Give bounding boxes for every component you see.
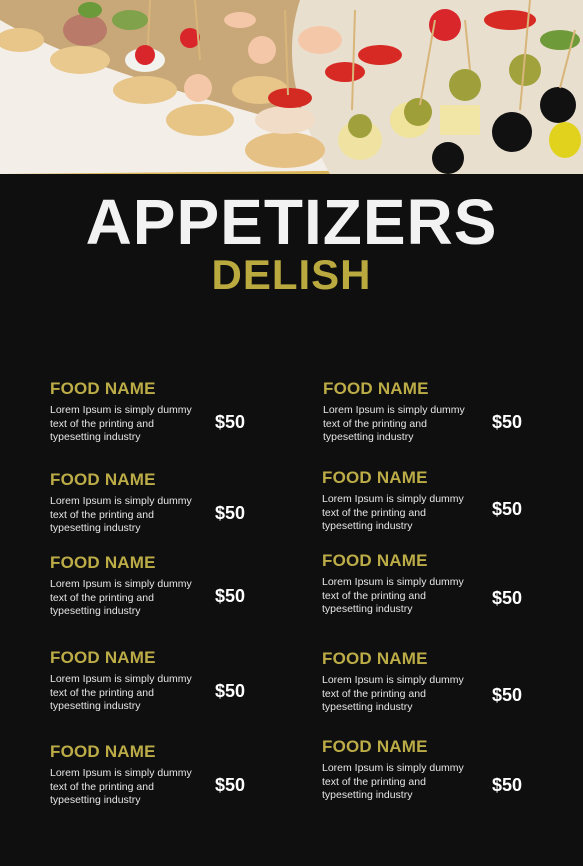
menu-header (0, 186, 583, 298)
menu-item (50, 553, 300, 639)
menu-item (322, 468, 572, 554)
menu-item (323, 379, 573, 465)
menu-item (50, 648, 300, 734)
hero-appetizer-photo (0, 0, 583, 174)
food-name: FOOD NAME (322, 737, 428, 756)
menu-item (50, 379, 300, 465)
food-name: FOOD NAME (323, 379, 429, 398)
food-name: FOOD NAME (322, 468, 428, 487)
food-price: $50 (215, 681, 246, 701)
menu-item (50, 470, 300, 556)
food-price: $50 (215, 586, 246, 606)
food-description: Lorem Ipsum is simply dummy text of the printing and typesetting industry (50, 673, 192, 713)
food-price: $50 (492, 775, 523, 795)
food-name: FOOD NAME (50, 379, 156, 398)
menu-item (322, 649, 572, 735)
food-description: Lorem Ipsum is simply dummy text of the printing and typesetting industry (322, 762, 464, 802)
food-description: Lorem Ipsum is simply dummy text of the printing and typesetting industry (322, 576, 464, 616)
food-description: Lorem Ipsum is simply dummy text of the printing and typesetting industry (50, 767, 192, 807)
food-description: Lorem Ipsum is simply dummy text of the printing and typesetting industry (50, 495, 192, 535)
food-price: $50 (492, 499, 523, 519)
menu-item (322, 737, 572, 823)
food-description: Lorem Ipsum is simply dummy text of the printing and typesetting industry (50, 578, 192, 618)
food-name: FOOD NAME (50, 470, 156, 489)
food-price: $50 (492, 685, 523, 705)
menu-item (50, 742, 300, 828)
food-price: $50 (492, 588, 523, 608)
food-description: Lorem Ipsum is simply dummy text of the printing and typesetting industry (323, 404, 465, 444)
menu-item (322, 551, 572, 637)
food-price: $50 (215, 503, 246, 523)
food-name: FOOD NAME (50, 553, 156, 572)
food-name: FOOD NAME (322, 551, 428, 570)
food-name: FOOD NAME (50, 742, 156, 761)
food-description: Lorem Ipsum is simply dummy text of the printing and typesetting industry (50, 404, 192, 444)
menu-subtitle: DELISH (211, 251, 372, 298)
food-price: $50 (215, 775, 246, 795)
food-name: FOOD NAME (50, 648, 156, 667)
food-price: $50 (492, 412, 523, 432)
appetizer-platter-illustration (0, 0, 583, 174)
menu-title: APPETIZERS (85, 186, 498, 258)
food-name: FOOD NAME (322, 649, 428, 668)
food-price: $50 (215, 412, 246, 432)
food-description: Lorem Ipsum is simply dummy text of the printing and typesetting industry (322, 493, 464, 533)
food-description: Lorem Ipsum is simply dummy text of the printing and typesetting industry (322, 674, 464, 714)
